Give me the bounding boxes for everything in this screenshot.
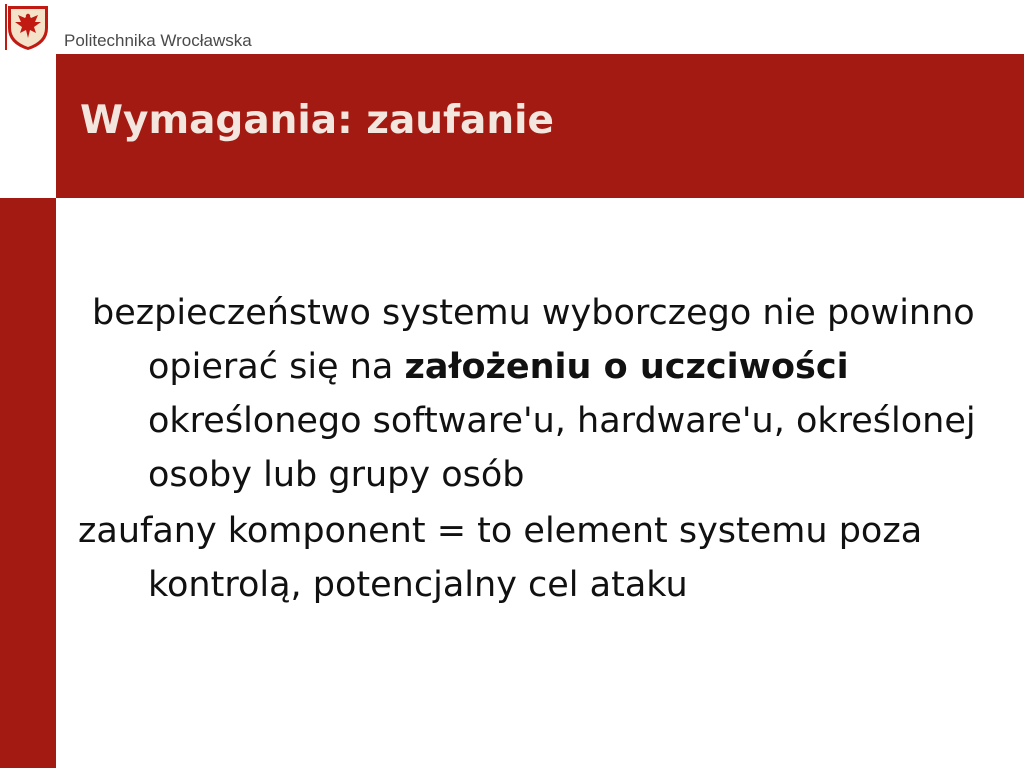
- paragraph-text: zaufany komponent = to element systemu poza kontrolą, potencjalny cel ataku: [78, 511, 923, 605]
- paragraph-text: bezpieczeństwo systemu wyborczego nie powinno opierać się na: [92, 293, 975, 387]
- paragraph-trusted-component: [78, 504, 978, 612]
- institution-name: Politechnika Wrocławska: [64, 31, 252, 50]
- slide-content: [78, 286, 978, 614]
- title-band: [56, 54, 1024, 198]
- header: [0, 0, 1024, 54]
- paragraph-text: określonego software'u, hardware'u, określonej osoby lub grupy osób: [148, 401, 976, 495]
- eagle-crest-icon: [0, 0, 56, 54]
- paragraph-security: [78, 286, 978, 502]
- paragraph-emphasis: założeniu o uczciwości: [404, 347, 849, 387]
- left-decorative-bar: [0, 198, 56, 768]
- university-logo: [0, 0, 56, 54]
- slide-title: Wymagania: zaufanie: [80, 98, 554, 143]
